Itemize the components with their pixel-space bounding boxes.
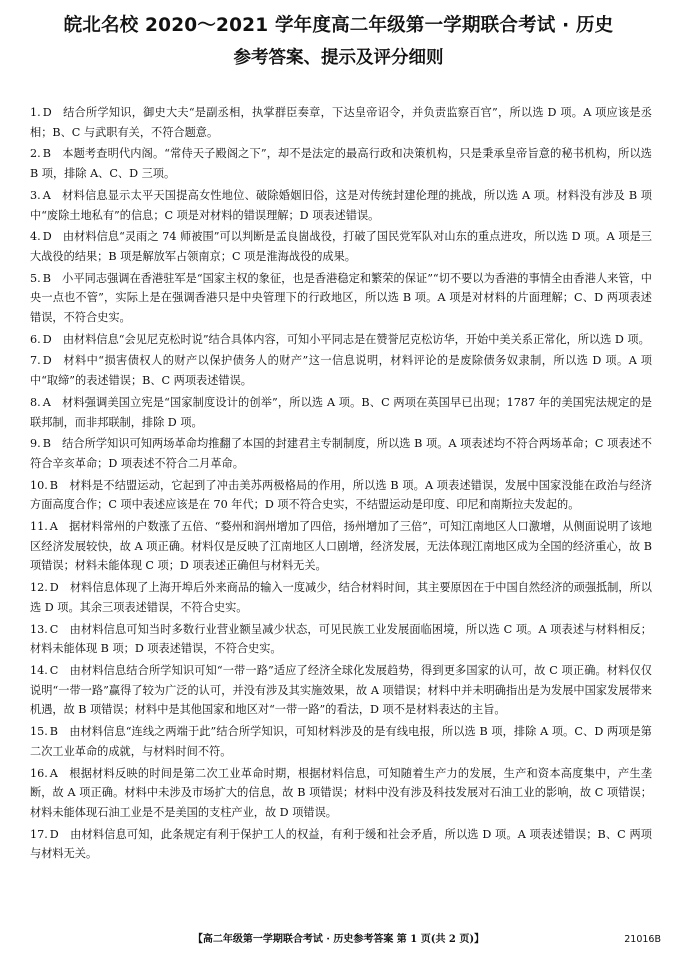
answer-choice: A bbox=[42, 188, 51, 202]
answer-explanation: 根据材料反映的时间是第二次工业革命时期，根据材料信息，可知随着生产力的发展，生产和资本高度集中，产生垄断，故 A 项正确。材料中未涉及市场扩大的信息，故 B 项错误；材料中没有涉及科技发展对石油工业的影响，故 C 项错误；材料未能体现石油工业是不是美国的支柱产业，故 D 项错误。 bbox=[30, 766, 652, 819]
question-number: 7. bbox=[30, 354, 41, 368]
answer-item bbox=[30, 269, 652, 328]
answer-choice: A bbox=[42, 395, 51, 409]
answer-choice: B bbox=[42, 437, 51, 451]
question-number: 6. bbox=[30, 332, 41, 346]
answer-list bbox=[30, 103, 652, 866]
question-number: 8. bbox=[30, 395, 41, 409]
answer-item bbox=[30, 393, 652, 432]
page-subtitle: 参考答案、提示及评分细则 bbox=[233, 48, 444, 68]
answer-choice: A bbox=[49, 520, 58, 534]
answer-choice: B bbox=[49, 725, 59, 739]
question-number: 1. bbox=[30, 106, 41, 119]
page-footer bbox=[0, 932, 677, 948]
answer-choice: D bbox=[42, 332, 52, 346]
question-number: 5. bbox=[30, 271, 41, 285]
answer-choice: D bbox=[42, 354, 52, 368]
question-number: 3. bbox=[30, 188, 41, 202]
answer-item bbox=[30, 476, 652, 515]
answer-explanation: 由材料信息“会见尼克松时说”结合具体内容，可知小平同志是在赞誉尼克松访华，开始中美关系正常化，所以选 D 项。 bbox=[62, 332, 650, 346]
answer-explanation: 由材料信息“灵雨之 74 师被围”可以判断是孟良崮战役，打破了国民党军队对山东的重点进攻，所以选 D 项。A 项是三大战役的结果；B 项是解放军占领南京；C 项是淮海战役的成果。 bbox=[30, 230, 652, 263]
answer-choice: A bbox=[49, 766, 58, 780]
question-number: 12. bbox=[30, 581, 48, 595]
answer-explanation: 本题考查明代内阁。“常侍天子殿阁之下”，却不是法定的最高行政和决策机构，只是秉承皇帝旨意的秘书机构，所以选 B 项，排除 A、C、D 三项。 bbox=[30, 147, 652, 181]
answer-item bbox=[30, 144, 652, 183]
answer-item bbox=[30, 578, 652, 617]
answer-item bbox=[30, 722, 652, 761]
answer-item bbox=[30, 661, 652, 720]
answer-explanation: 由材料信息可知，此条规定有利于保护工人的权益，有利于缓和社会矛盾，所以选 D 项。A 项表述错误；B、C 两项与材料无关。 bbox=[30, 827, 652, 861]
question-number: 16. bbox=[30, 766, 48, 780]
answer-choice: D bbox=[49, 581, 59, 595]
answer-explanation: 材料是不结盟运动，它起到了冲击美苏两极格局的作用，所以选 B 项。A 项表述错误，发展中国家没能在政治与经济方面高度合作；C 项中表述应该是在 70 年代；D 项不符合史实，不结盟运动是印度、印尼和南斯拉夫发起的。 bbox=[30, 478, 652, 512]
question-number: 13. bbox=[30, 622, 48, 636]
answer-explanation: 结合所学知识可知两场革命均推翻了本国的封建君主专制制度，所以选 B 项。A 项表述均不符合两场革命；C 项表述不符合辛亥革命；D 项表述不符合二月革命。 bbox=[30, 437, 652, 470]
answer-explanation: 小平同志强调在香港驻军是“国家主权的象征，也是香港稳定和繁荣的保证”“切不要以为香港的事情全由香港人来管，中央一点也不管”，实际上是在强调香港只是中央管理下的行政地区，所以选 B 项。A 项是对材料的片面理解；C、D 两项表述错误，不符合史实。 bbox=[30, 271, 652, 325]
answer-explanation: 据材料常州的户数涨了五倍、“婺州和润州增加了四倍，扬州增加了三倍”，可知江南地区人口激增，从侧面说明了该地区经济发展较快，故 A 项正确。材料仅是反映了江南地区人口剧增，经济发展，无法体现江南地区成为全国的经济重心，故 B 项错误；材料未能体现 C 项；D 项表述正确但与材料无关。 bbox=[30, 520, 652, 573]
answer-item bbox=[30, 434, 652, 473]
answer-explanation: 由材料信息结合所学知识可知“一带一路”适应了经济全球化发展趋势，得到更多国家的认可，故 C 项正确。材料仅仅说明“一带一路”赢得了较为广泛的认可，并没有涉及其实施效果，故 A 项错误；材料中并未明确指出是为发展中国家发展带来机遇，故 B 项错误；材料中是其他国家和地区对“一带一路”的看法，D 项不是材料表达的主旨。 bbox=[30, 663, 652, 717]
answer-item bbox=[30, 825, 652, 864]
footer-page-info: 【高二年级第一学期联合考试 · 历史参考答案 第 1 页(共 2 页)】 bbox=[192, 934, 485, 945]
answer-item bbox=[30, 517, 652, 576]
question-number: 2. bbox=[30, 147, 41, 161]
question-number: 15. bbox=[30, 725, 48, 739]
answer-explanation: 结合所学知识，御史大夫“是副丞相，执掌群臣奏章，下达皇帝诏令，并负责监察百官”，所以选 D 项。A 项应该是丞相；B、C 与武职有关，不符合题意。 bbox=[30, 106, 652, 139]
answer-choice: B bbox=[42, 271, 51, 285]
answer-choice: D bbox=[42, 106, 52, 119]
answer-choice: D bbox=[42, 230, 52, 244]
question-number: 11. bbox=[30, 520, 48, 534]
answer-explanation: 由材料信息可知当时多数行业营业额呈减少状态，可见民族工业发展面临困境，所以选 C 项。A 项表述与材料相反；材料未能体现 B 项；D 项表述错误，不符合史实。 bbox=[30, 622, 652, 656]
answer-choice: B bbox=[42, 147, 51, 161]
answer-choice: C bbox=[49, 622, 59, 636]
question-number: 4. bbox=[30, 230, 41, 244]
answer-item bbox=[30, 764, 652, 823]
answer-choice: C bbox=[49, 663, 59, 677]
answer-item bbox=[30, 186, 652, 225]
question-number: 10. bbox=[30, 478, 48, 492]
page-title: 皖北名校 2020～2021 学年度高二年级第一学期联合考试 · 历史 bbox=[63, 15, 614, 36]
answer-choice: D bbox=[49, 827, 59, 841]
question-number: 17. bbox=[30, 827, 48, 841]
answer-item bbox=[30, 330, 652, 350]
answer-explanation: 材料信息体现了上海开埠后外来商品的输入一度减少，结合材料时间，其主要原因在于中国自然经济的顽强抵制，所以选 D 项。其余三项表述错误，不符合史实。 bbox=[30, 581, 652, 614]
answer-item bbox=[30, 351, 652, 390]
answer-item bbox=[30, 620, 652, 659]
answer-explanation: 由材料信息“连线之两端于此”结合所学知识，可知材料涉及的是有线电报，所以选 B 项，排除 A 项。C、D 两项是第二次工业革命的成就，与材料时间不符。 bbox=[30, 725, 652, 758]
answer-choice: B bbox=[49, 478, 59, 492]
question-number: 14. bbox=[30, 663, 48, 677]
answer-explanation: 材料信息显示太平天国提高女性地位、破除婚姻旧俗，这是对传统封建伦理的挑战，所以选 A 项。材料没有涉及 B 项中“废除土地私有”的信息；C 项是对材料的错误理解；D 项表述错误。 bbox=[30, 188, 652, 222]
answer-item bbox=[30, 227, 652, 266]
answer-explanation: 材料中“损害债权人的财产以保护债务人的财产”这一信息说明，材料评论的是废除债务奴隶制，所以选 D 项。A 项中“取缔”的表述错误；B、C 两项表述错误。 bbox=[30, 354, 652, 388]
answer-explanation: 材料强调美国立宪是“国家制度设计的创举”，所以选 A 项。B、C 两项在英国早已出现；1787 年的美国宪法规定的是联邦制，而非邦联制，排除 D 项。 bbox=[30, 395, 652, 429]
answer-item bbox=[30, 103, 652, 142]
question-number: 9. bbox=[30, 437, 41, 451]
footer-exam-code: 21016B bbox=[624, 934, 661, 945]
